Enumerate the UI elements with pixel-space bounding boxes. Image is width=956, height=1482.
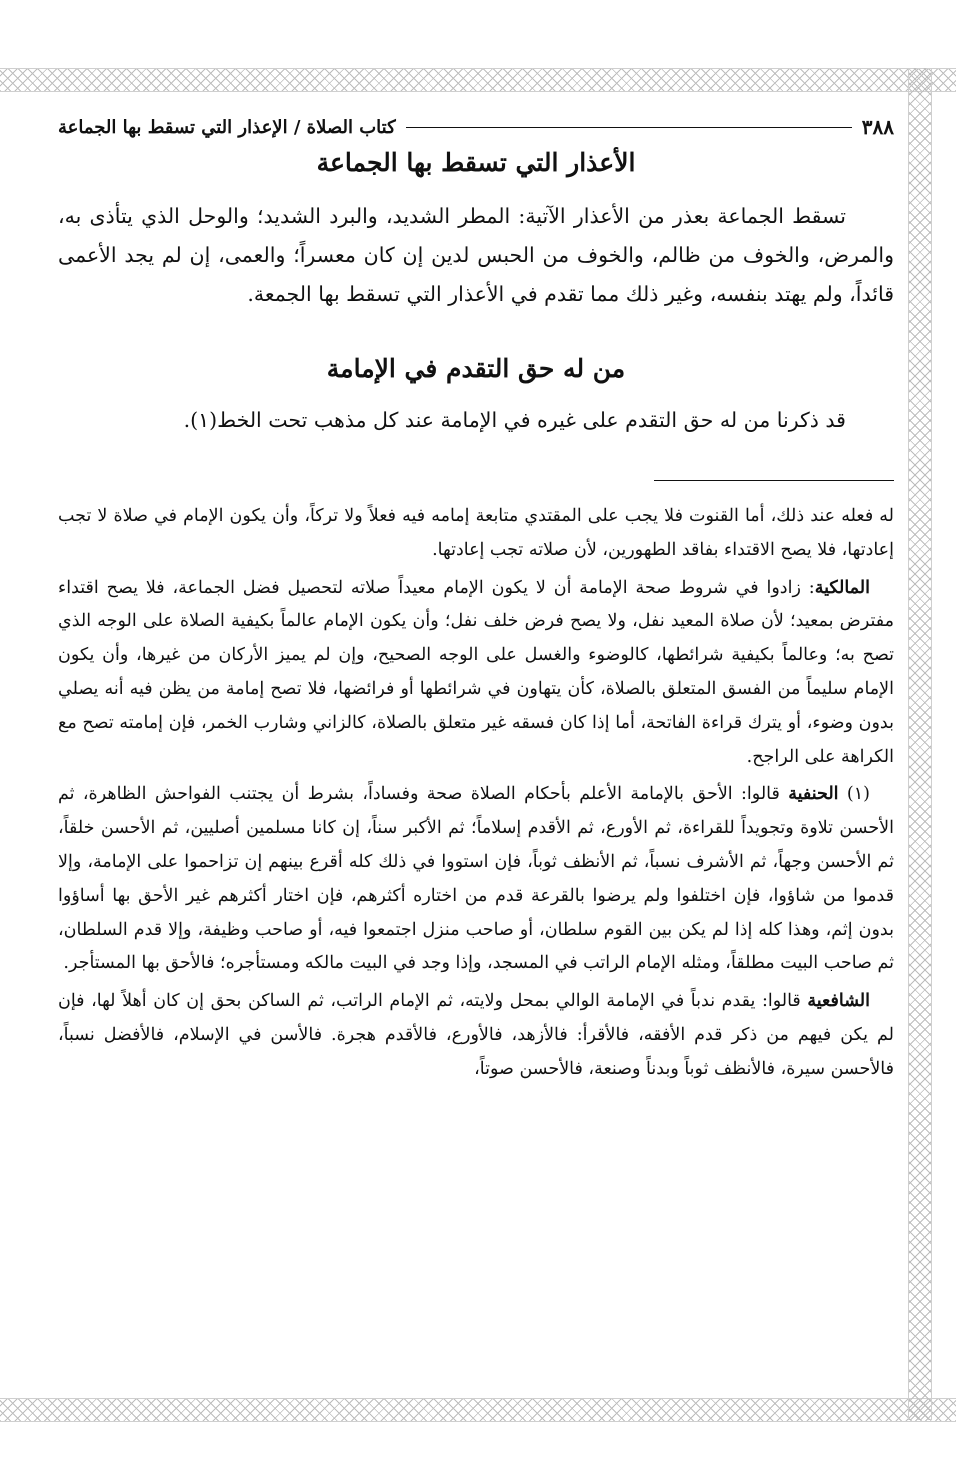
footnotes-block: [58, 500, 894, 1087]
maliki-text: : زادوا في شروط صحة الإمامة أن لا يكون الإمام معيداً صلاته لتحصيل فضل الجماعة، فلا يصح اقتداء مفترض بمعيد؛ لأن صلاة المعيد نفل، ولا يصح فرض خلف نفل؛ وأن يكون الإمام عالماً بكيفية الصلاة على الوجه الذي تصح به؛ وعالماً بكيفية شرائطها، كالوضوء والغسل على الوجه الصحيح، وإن لم يميز الأركان من غيرها، وأن يكون الإمام سليماً من الفسق المتعلق بالصلاة، كأن يتهاون في شرائطها أو فرائضها، فلا تصح إمامة من يظن فيه أنه يصلي بدون وضوء، أو يترك قراءة الفاتحة، أما إذا كان فسقه غير متعلق بالصلاة، كالزاني وشارب الخمر، فإن إمامته تصح مع الكراهة على الراجح.: [58, 577, 894, 767]
section-title-excuses: الأعذار التي تسقط بها الجماعة: [316, 148, 636, 177]
ornamental-border-right: [908, 68, 932, 1420]
running-header: [58, 110, 894, 144]
footnote-number: (١): [846, 784, 870, 805]
section-text-excuses: تسقط الجماعة بعذر من الأعذار الآتية: المطر الشديد، والبرد الشديد؛ والوحل الذي يتأذى به، والمرض، والخوف من ظالم، والخوف من الحبس لدين إن كان معسراً؛ والعمى، إن لم يجد الأعمى قائداً، ولم يهتد بنفسه، وغير ذلك مما تقدم في الأعذار التي تسقط بها الجمعة.: [58, 204, 894, 306]
shafii-text: قالوا: يقدم ندباً في الإمامة الوالي بمحل ولايته، ثم الإمام الراتب، ثم الساكن بحق إن كان أهلاً لها، فإن لم يكن فيهم من ذكر قدم الأفقه، فالأقرأ: فالأزهد، فالأورع، فالأقدم هجرة. فالأسن في الإسلام، فالأفضل نسباً، فالأحسن سيرة، فالأنظف ثوباً وبدناً وصنعة، فالأحسن صوتاً،: [58, 991, 894, 1079]
hanafi-text: قالوا: الأحق بالإمامة الأعلم بأحكام الصلاة صحة وفساداً، بشرط أن يجتنب الفواحش الظاهرة، ثم الأحسن تلاوة وتجويداً للقراءة، ثم الأورع، ثم الأقدم إسلاماً؛ ثم الأكبر سناً، إن كانا مسلمين أصليين، ثم الأحسن خلقاً، ثم الأحسن وجهاً، ثم الأشرف نسباً، ثم الأنظف ثوباً، فإن استووا في ذلك كله أقرع بينهم إن تزاحموا على الإمامة، وإلا قدموا من شاؤوا، فإن اختلفوا ولم يرضوا بالقرعة قدم من اختاره أكثرهم، فإن اختار أكثرهم غير الأحق بها أساؤوا بدون إثم، وهذا كله إذا لم يكن بين القوم سلطان، أو صاحب منزل اجتمعوا فيه، أو صاحب وظيفة، وإلا قدم السلطان، ثم صاحب البيت مطلقاً، ومثله الإمام الراتب في المسجد، وإذا وجد في البيت مالكه ومستأجره؛ فالأحق بها المستأجر.: [58, 784, 894, 974]
shafii-label: الشافعية: [807, 991, 870, 1012]
footnote-continued: له فعله عند ذلك، أما القنوت فلا يجب على المقتدي متابعة إمامه فيه فعلاً ولا تركاً، وأن يكون الإمام في صلاة لا تجب إعادتها، فلا يصح الاقتداء بفاقد الطهورين، لأن صلاته تجب إعادتها.: [58, 506, 894, 560]
ornamental-border-bottom: [0, 1398, 956, 1422]
ornamental-border-top: [0, 68, 956, 92]
chapter-title: كتاب الصلاة / الإعذار التي تسقط بها الجماعة: [58, 116, 396, 138]
footnote-maliki: [58, 572, 894, 775]
page-content: [58, 110, 894, 1091]
hanafi-label: الحنفية: [788, 784, 839, 805]
section-title-imamate-priority: من له حق التقدم في الإمامة: [326, 354, 626, 383]
footnote-shafii: [58, 985, 894, 1086]
maliki-label: المالكية: [814, 577, 870, 598]
section-text-imamate-priority: قد ذكرنا من له حق التقدم على غيره في الإمامة عند كل مذهب تحت الخط(١).: [183, 408, 846, 432]
footnote-hanafi: [58, 778, 894, 981]
page-number: ٣٨٨: [861, 115, 894, 139]
header-rule: [406, 127, 852, 128]
